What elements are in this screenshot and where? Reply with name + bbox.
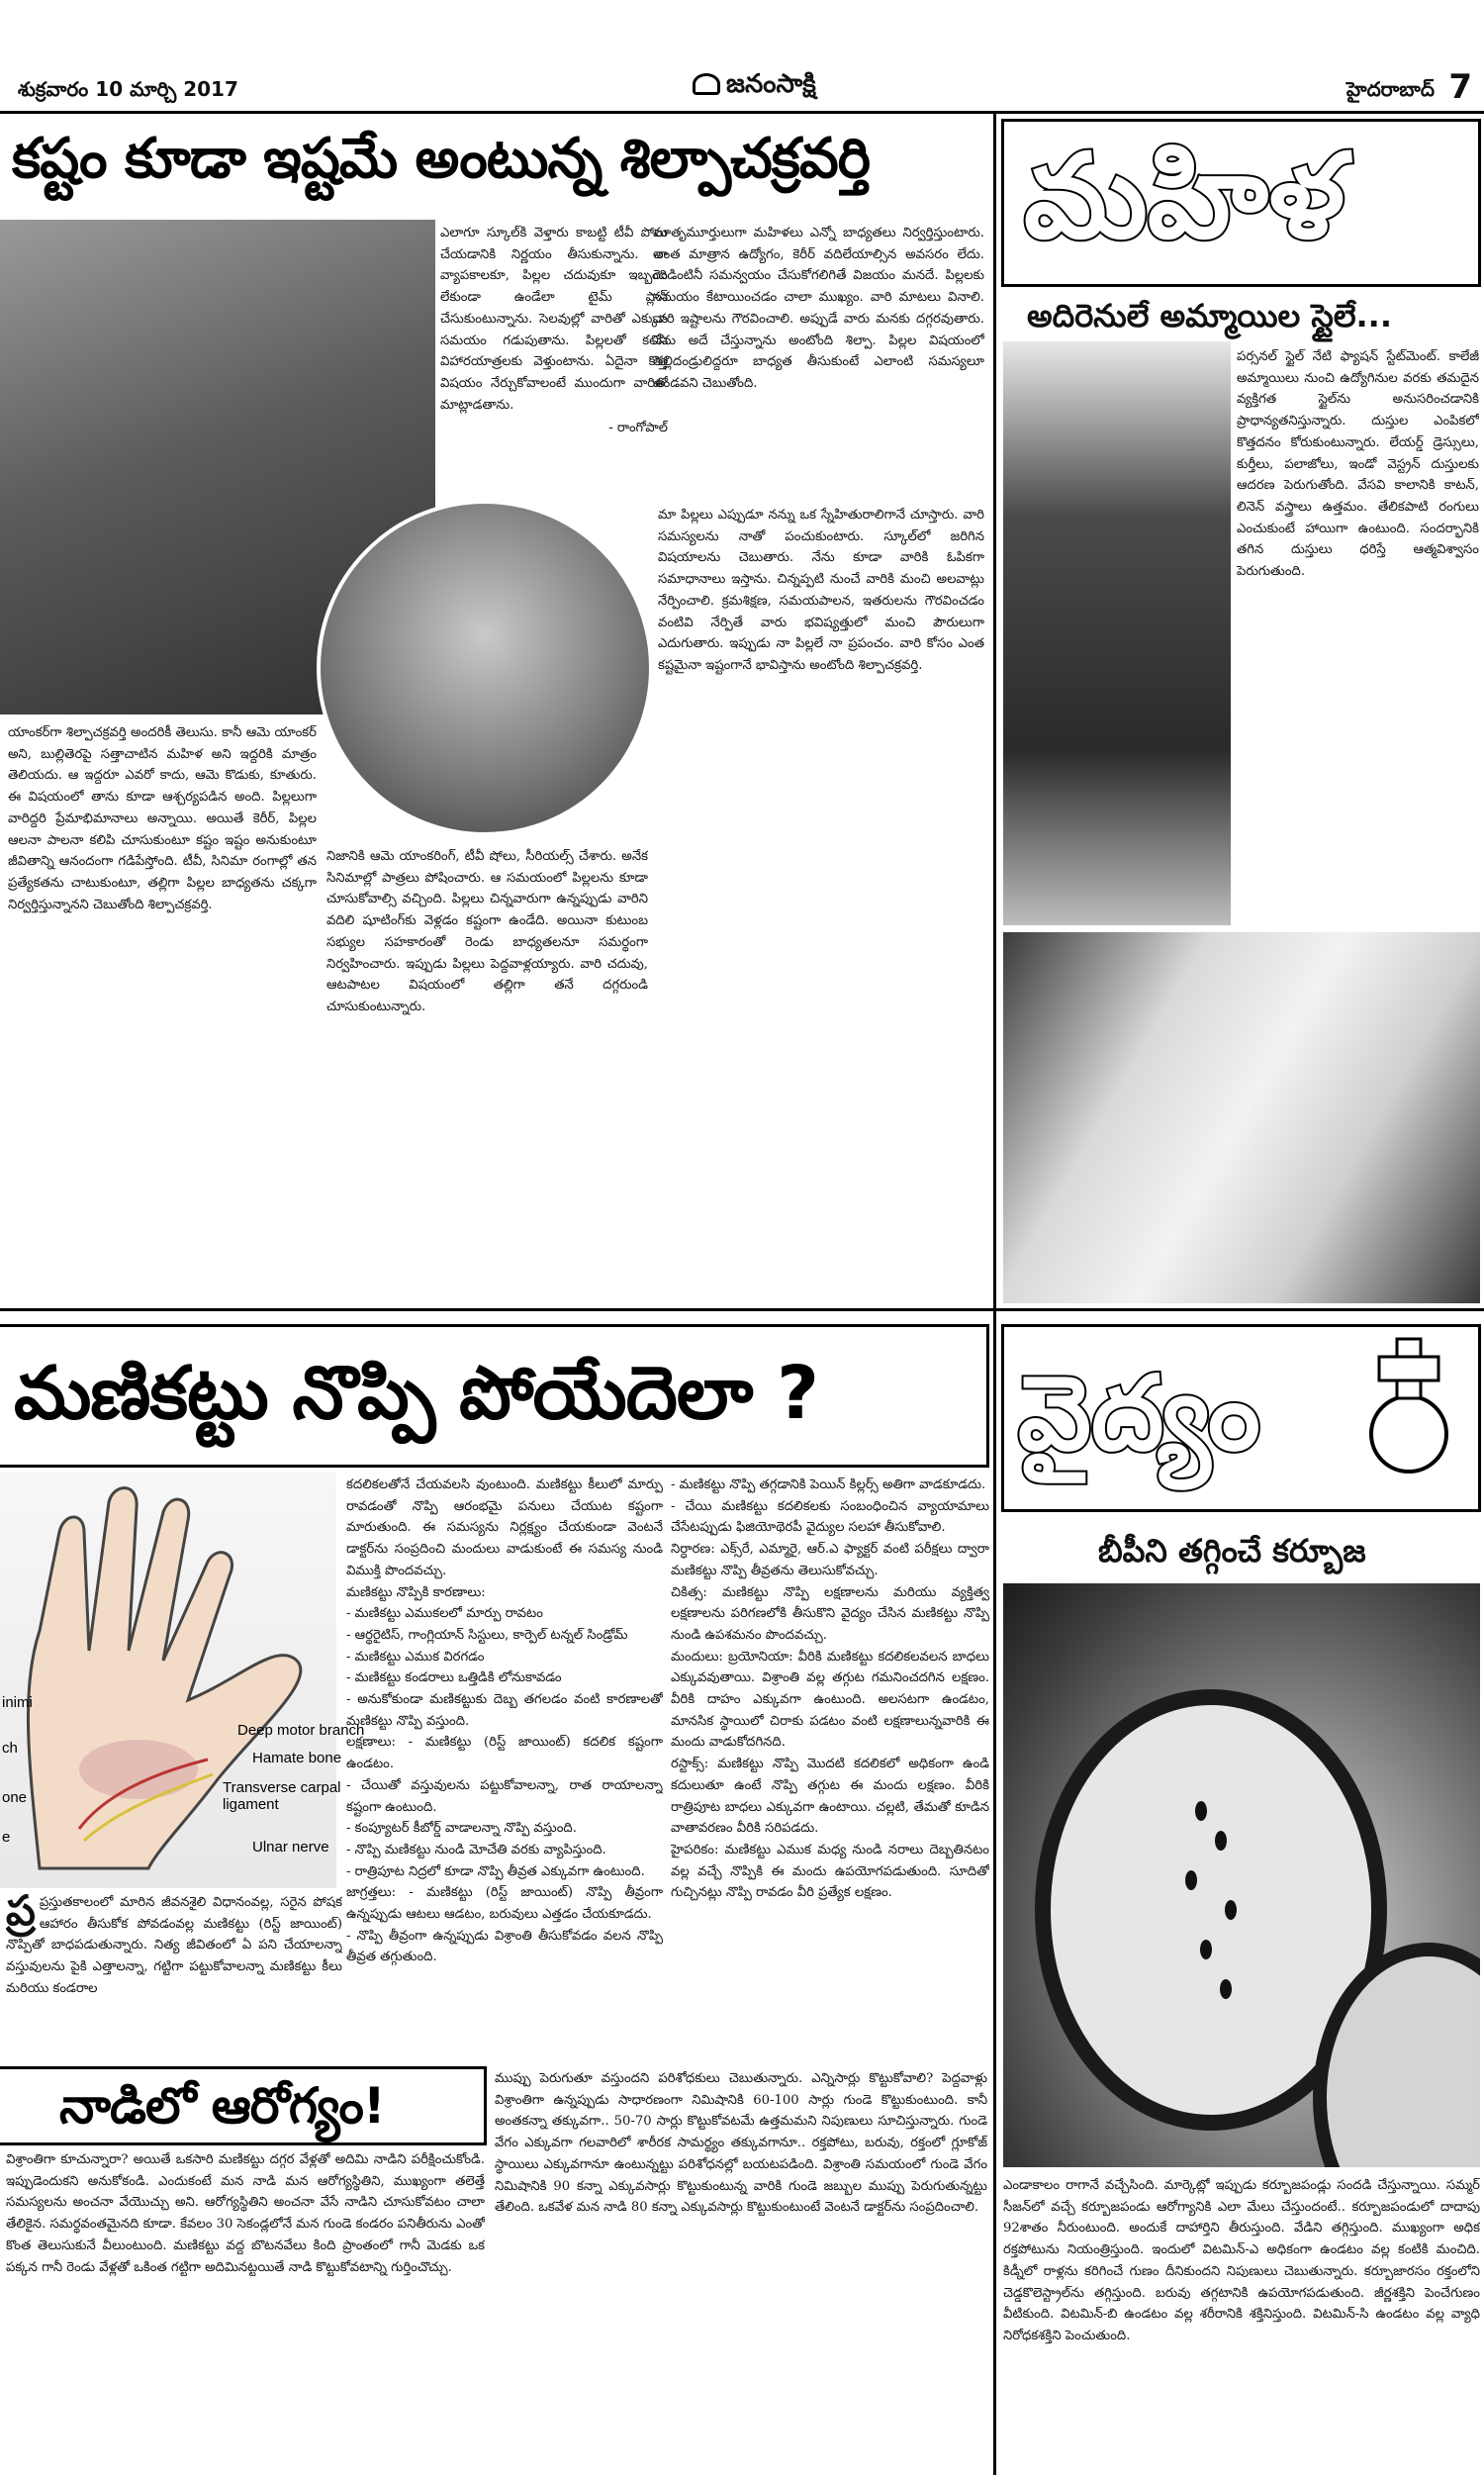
section-divider bbox=[0, 1308, 1484, 1311]
logo-text: జనంసాక్షి bbox=[726, 69, 816, 99]
vaidyam-subhead: బీపీని తగ్గించే కర్బూజ bbox=[1098, 1532, 1366, 1570]
story3-headline: నాడిలో ఆరోగ్యం! bbox=[59, 2077, 385, 2135]
mahila-section-banner bbox=[1001, 119, 1481, 287]
story1-column bbox=[440, 223, 668, 500]
story2-column: కదలికలతోనే చేయవలసి వుంటుంది. మణికట్టు కీలులో మార్పు రావడంతో నొప్పి ఆరంభమై పనులు చేయుట కష్టంగా మారుతుంది. ఈ సమస్యను నిర్లక్ష్యం చేయకుండా వెంటనే డాక్టర్‌ను సంప్రదించి మందులు వాడుకుంటే ఈ సమస్య నుండి విముక్తి పొందవచ్చు. మణికట్టు నొప్పికి కారణాలు: - మణికట్టు ఎముకలలో మార్పు రావటం - ఆర్థరైటిస్, గాంగ్లియాన్ సిస్టులు, కార్పెల్ టన్నల్ సిండ్రోమ్ - మణికట్టు ఎముక విరగడం - మణికట్టు కండరాలు ఒత్తిడికి లోనుకావడం - అనుకోకుండా మణికట్టుకు దెబ్బ తగలడం వంటి కారణాలతో మణికట్టు నొప్పి వస్తుంది. లక్షణాలు: - మణికట్టు (రిస్ట్ జాయింట్) కదలిక కష్టంగా ఉండటం. - చేయితో వస్తువులను పట్టుకోవాలన్నా, రాత రాయాలన్నా కష్టంగా ఉంటుంది. - కంప్యూటర్ కీబోర్డ్ వాడాలన్నా నొప్పి వస్తుంది. - నొప్పి మణికట్టు నుండి మోచేతి వరకు వ్యాపిస్తుంది. - రాత్రిపూట నిద్రలో కూడా నొప్పి తీవ్రత ఎక్కువగా ఉంటుంది. జాగ్రత్తలు: - మణికట్టు (రిస్ట్ జాయింట్) నొప్పి తీవ్రంగా ఉన్నప్పుడు ఆటలు ఆడటం, బరువులు ఎత్తడం చేయకూడదు. - నొప్పి తీవ్రంగా ఉన్నప్పుడు విశ్రాంతి తీసుకోవడం వలన నొప్పి తీవ్రత తగ్గుతుంది. bbox=[346, 1477, 663, 1965]
newspaper-logo bbox=[693, 69, 816, 105]
story1-column-text: ఎలాగూ స్కూల్‌కి వెళ్తారు కాబట్టి టీవీ పోలు చేయడానికి నిర్ణయం తీసుకున్నాను. నా వ్యాపకాలకూ, పిల్లల చదువుకూ ఇబ్బంది లేకుండా ఉండేలా టైమ్ ప్లాన్ చేసుకుంటున్నాను. సెలవుల్లో వారితో ఎక్కువ సమయం గడుపుతాను. పిల్లలతో కలిసి విహారయాత్రలకు వెళ్తుంటాను. ఏదైనా కొత్త విషయం నేర్చుకోవాలంటే ముందుగా వారితో మాట్లాడతాను. bbox=[440, 226, 668, 413]
story1-column: నిజానికి ఆమె యాంకరింగ్, టీవీ షోలు, సీరియల్స్ చేశారు. అనేక సినిమాల్లో పాత్రలు పోషించారు. ఆ సమయంలో పిల్లలను కూడా చూసుకోవాల్సి వచ్చింది. పిల్లలు చిన్నవారుగా ఉన్నప్పుడు వారిని వదిలి షూటింగ్‌కు వెళ్లడం కష్టంగా ఉండేది. అయినా కుటుంబ సభ్యుల సహకారంతో రెండు బాధ్యతలనూ సమర్థంగా నిర్వహించారు. ఇప్పుడు పిల్లలు పెద్దవాళ్లయ్యారు. వారి చదువు, ఆటపాటల విషయంలో తల్లిగా తనే దగ్గరుండి చూసుకుంటున్నారు. bbox=[326, 849, 648, 1014]
mahila-section-title: మహిళ bbox=[1024, 128, 1345, 264]
edition-city: హైదరాబాద్ bbox=[1345, 77, 1435, 101]
story2-intro bbox=[6, 1892, 342, 2060]
fashion-model-photo bbox=[1003, 341, 1231, 925]
column-divider bbox=[993, 111, 996, 1308]
mahila-column: పర్సనల్ స్టైల్ నేటి ఫ్యాషన్ స్టేట్‌మెంట్. కాలేజీ అమ్మాయిలు నుంచి ఉద్యోగినుల వరకు తమదైన వ్యక్తిగత స్టైల్‌ను అనుసరించడానికి ప్రాధాన్యతనిస్తున్నారు. దుస్తుల ఎంపికలో కొత్తదనం కోరుకుంటున్నారు. లేయర్డ్ డ్రెస్సులు, కుర్తీలు, పలాజోలు, ఇండో వెస్ట్రన్ దుస్తులకు ఆదరణ పెరుగుతోంది. వేసవి కాలానికి కాటన్, లినెన్ వస్త్రాలు ఉత్తమం. తేలికపాటి రంగులు ఎంచుకుంటే హాయిగా ఉంటుంది. సందర్భానికి తగిన దుస్తులు ధరిస్తే ఆత్మవిశ్వాసం పెరుగుతుంది. bbox=[1237, 349, 1479, 580]
logo-icon bbox=[693, 73, 720, 95]
column-divider bbox=[993, 1308, 996, 2475]
story1-headline: కష్టం కూడా ఇష్టమే అంటున్న శిల్పాచక్రవర్తి bbox=[12, 127, 870, 191]
anatomy-label: Ulnar nerve bbox=[252, 1839, 329, 1856]
header-rule bbox=[0, 111, 1484, 114]
story2-column: - మణికట్టు నొప్పి తగ్గడానికి పెయిన్ కిల్లర్స్ అతిగా వాడకూడదు. - చేయి మణికట్టు కదలికలకు సంబంధించిన వ్యాయామాలు చేసేటప్పుడు ఫిజియోథెరపీ వైద్యుల సలహా తీసుకోవాలి. నిర్ధారణ: ఎక్స్‌రే, ఎమ్మారై, ఆర్.ఎ ఫ్యాక్టర్ వంటి పరీక్షలు ద్వారా మణికట్టు నొప్పి తీవ్రతను తెలుసుకోవచ్చు. చికిత్స: మణికట్టు నొప్పి లక్షణాలను మరియు వ్యక్తిత్వ లక్షణాలను పరిగణలోకి తీసుకొని వైద్యం చేసిన మణికట్టు నొప్పి నుండి ఉపశమనం పొందవచ్చు. మందులు: బ్రయోనియా: వీరికి మణికట్టు కదలికలవలన బాధలు ఎక్కువవుతాయి. విశ్రాంతి వల్ల తగ్గుట గమనించదగిన లక్షణం. వీరికి దాహం ఎక్కువగా ఉంటుంది. అలసటగా ఉండటం, మానసిక స్థాయిలో చిరాకు పడటం వంటి లక్షణాలున్నవారికి ఈ మందు వాడుకోదగినది. రస్టాక్స్: మణికట్టు నొప్పి మొదటి కదలికలో అధికంగా ఉండి కదులుతూ ఉంటే నొప్పి తగ్గుట ఈ మందు లక్షణం. వీరికి రాత్రిపూట బాధలు ఎక్కువగా ఉంటాయి. చల్లటి, తేమతో కూడిన వాతావరణం వీరికి సరిపడదు. హైపరికం: మణికట్టు ఎముక మధ్య నుండి నరాలు దెబ్బతినటం వల్ల వచ్చే నొప్పికి ఈ మందు ఉపయోగపడుతుంది. సూదితో గుచ్చినట్లు నొప్పి రావడం వీరి ప్రత్యేక లక్షణం. bbox=[671, 1477, 989, 1901]
watermelon-photo bbox=[1003, 1583, 1480, 2167]
anatomy-label: inimi bbox=[2, 1694, 33, 1711]
masthead bbox=[0, 0, 1484, 109]
hand-drawing bbox=[0, 1473, 336, 1888]
anatomy-label: Deep motor branch bbox=[237, 1722, 365, 1739]
issue-date: శుక్రవారం 10 మార్చి 2017 bbox=[18, 77, 238, 101]
watermelon-slice bbox=[1003, 1583, 1480, 2167]
story2-headline: మణికట్టు నొప్పి పోయేదెలా ? bbox=[14, 1351, 819, 1436]
anatomy-label: Transverse carpal ligament bbox=[223, 1779, 341, 1813]
story1-column: మా పిల్లలు ఎప్పుడూ నన్ను ఒక స్నేహితురాలిగానే చూస్తారు. వారి సమస్యలను నాతో పంచుకుంటారు. స్కూల్‌లో జరిగిన విషయాలను చెబుతారు. నేను కూడా వారికి ఓపికగా సమాధానాలు ఇస్తాను. చిన్నప్పటి నుంచే వారికి మంచి అలవాట్లు నేర్పించాలి. క్రమశిక్షణ, సమయపాలన, ఇతరులను గౌరవించడం వంటివి నేర్పితే వారు భవిష్యత్తులో మంచి పౌరులుగా ఎదుగుతారు. ఇప్పుడు నా పిల్లలే నా ప్రపంచం. వారి కోసం ఎంత కష్టమైనా ఇష్టంగానే భావిస్తాను అంటోంది శిల్పాచక్రవర్తి. bbox=[658, 508, 984, 673]
vaidyam-section-banner bbox=[1001, 1324, 1481, 1512]
medical-icon bbox=[1349, 1335, 1468, 1503]
anarkali-models-photo bbox=[1003, 932, 1480, 1303]
story3-column: ముప్పు పెరుగుతూ వస్తుందని పరిశోధకులు చెబుతున్నారు. ఎన్నిసార్లు కొట్టుకోవాలి? పెద్దవాళ్లు విశ్రాంతిగా ఉన్నప్పుడు సాధారణంగా నిమిషానికి 60-100 సార్లు గుండె కొట్టుకుంటుంది. కానీ అంతకన్నా తక్కువగా.. 50-70 సార్లు కొట్టుకోవటమే ఉత్తమమని నిపుణులు సూచిస్తున్నారు. గుండె వేగం ఎక్కువగా గలవారిలో శారీరక సామర్థ్యం తక్కువగానూ.. రక్తపోటు, బరువు, రక్తంలో గ్లూకోజ్ స్థాయిలు ఎక్కువగానూ ఉంటున్నట్టు పరిశోధనల్లో బయటపడింది. విశ్రాంతి సమయంలో గుండె వేగం నిమిషానికి 90 కన్నా ఎక్కువసార్లు కొట్టుకుంటున్న వారికి గుండె జబ్బుల ముప్పు పెరుగుతున్నట్టు తేలింది. ఒకవేళ మన నాడి 80 కన్నా ఎక్కువసార్లు కొట్టుకుంటుంటే వెంటనే డాక్టర్‌ను సంప్రదించాలి. bbox=[495, 2071, 987, 2216]
anatomy-label: Hamate bone bbox=[252, 1750, 342, 1766]
story3-column: విశ్రాంతిగా కూచున్నారా? అయితే ఒకసారి మణికట్టు దగ్గర వేళ్లతో అదిమి నాడిని పరీక్షించుకోండి. ఇప్పుడెందుకని అనుకోకండి. ఎందుకంటే మన నాడి మన ఆరోగ్యస్థితిని, ముఖ్యంగా తలెత్తే సమస్యలను అంచనా వేయొచ్చు అని. ఆరోగ్యస్థితిని అంచనా వేసే నాడిని చూసుకోవటం చాలా తేలికైన. సమర్థవంతమైనది కూడా. కేవలం 30 సెకండ్లలోనే మన గుండె కండరం పనితీరును ఎంతో కొంత తెలుసుకునే వీలుంటుంది. మణికట్టు వద్ద బొటనవేలు కింది ప్రాంతంలో గానీ మెడకు ఒక పక్కన గానీ రెండు వేళ్లతో ఒకింత గట్టిగా అదిమినట్టయితే నాడి కొట్టుకోవటాన్ని గుర్తించొచ్చు. bbox=[6, 2152, 485, 2275]
family-photo bbox=[317, 500, 653, 836]
drop-cap: ప్ర bbox=[6, 1892, 36, 1935]
mahila-subhead: అదిరెనులే అమ్మాయిల స్టైలే... bbox=[1027, 297, 1392, 334]
story3-headline-box bbox=[0, 2066, 487, 2145]
vaidyam-column: ఎండాకాలం రాగానే వచ్చేసింది. మార్కెట్లో ఇప్పుడు కర్బూజపండ్లు సందడి చేస్తున్నాయి. సమ్మర్ సీజన్‌లో వచ్చే కర్బూజపండు ఆరోగ్యానికి ఎలా మేలు చేస్తుందంటే.. కర్బూజపండులో దాదాపు 92శాతం నీరుంటుంది. అందుకే దాహార్తిని తీరుస్తుంది. వేడిని తగ్గిస్తుంది. ముఖ్యంగా అధిక రక్తపోటును నియంత్రిస్తుంది. ఇందులో విటమిన్-ఎ అధికంగా ఉండటం వల్ల కంటికి మంచిది. కిడ్నీలో రాళ్లను కరిగించే గుణం దీనికుందని నిపుణులు చెబుతున్నారు. కర్బూజారసం రక్తంలోని చెడ్డకొలెస్ట్రాల్‌ను తగ్గిస్తుంది. బరువు తగ్గటానికి ఉపయోగపడుతుంది. జీర్ణశక్తిని పెంచేగుణం వీటికుంది. విటమిన్-బి ఉండటం వల్ల శరీరానికి శక్తినిస్తుంది. విటమిన్-సి ఉండటం వల్ల వ్యాధి నిరోధకశక్తిని పెంచుతుంది. bbox=[1003, 2178, 1480, 2343]
story2-headline-box bbox=[0, 1324, 989, 1468]
story1-column: యాంకర్‌గా శిల్పాచక్రవర్తి అందరికీ తెలుసు. కానీ ఆమె యాంకర్ అని, బుల్లితెరపై సత్తాచాటిన మహిళ అని ఇద్దరికి మాత్రం తెలియదు. ఆ ఇద్దరూ ఎవరో కాదు, ఆమె కొడుకు, కూతురు. ఈ విషయంలో తాను కూడా ఆశ్చర్యపడిన అంది. పిల్లలుగా వారిద్దరి ప్రేమాభిమానాలు అన్నాయి. అయితే కెరీర్, పిల్లల ఆలనా పాలనా కలిపి చూసుకుంటూ కష్టం ఇష్టం అనుకుంటూ జీవితాన్ని ఆనందంగా గడిపేస్తోంది. టీవీ, సినిమా రంగాల్లో తన ప్రత్యేకతను చాటుకుంటూ, తల్లిగా పిల్లల బాధ్యతను చక్కగా నిర్వర్తిస్తున్నానని చెబుతోంది శిల్పాచక్రవర్తి. bbox=[8, 725, 317, 912]
page-number: 7 bbox=[1448, 67, 1472, 107]
story2-intro-text: ప్రస్తుతకాలంలో మారిన జీవనశైలి విధానంవల్ల, సరైన పోషక ఆహారం తీసుకోక పోవడంవల్ల మణికట్టు (రిస్ట్ జాయింట్) నొప్పితో బాధపడుతున్నారు. నిత్య జీవితంలో ఏ పని చేయాలన్నా వస్తువులను పైకి ఎత్తాలన్నా, గట్టిగా పట్టుకోవాలన్నా మణికట్టు కీలు మరియు కండరాల bbox=[6, 1895, 342, 1996]
story1-column: మాతృమూర్తులుగా మహిళలు ఎన్నో బాధ్యతలు నిర్వర్తిస్తుంటారు. అంత మాత్రాన ఉద్యోగం, కెరీర్ వదిలేయాల్సిన అవసరం లేదు. రెండింటినీ సమన్వయం చేసుకోగలిగితే విజయం మనదే. పిల్లలకు సమయం కేటాయించడం చాలా ముఖ్యం. వారి మాటలు వినాలి. వారి ఇష్టాలను గౌరవించాలి. అప్పుడే వారు మనకు దగ్గరవుతారు. నేను అదే చేస్తున్నాను అంటోంది శిల్పా. పిల్లల విషయంలో తల్లిదండ్రులిద్దరూ బాధ్యత తీసుకుంటే ఎలాంటి సమస్యలూ ఉండవని చెబుతోంది. bbox=[653, 226, 984, 391]
anatomy-label: one bbox=[2, 1789, 28, 1806]
anatomy-label: e bbox=[2, 1829, 11, 1846]
anatomy-label: ch bbox=[2, 1740, 18, 1757]
wrist-anatomy-illustration bbox=[0, 1473, 336, 1888]
vaidyam-section-title: వైద్యం bbox=[1018, 1353, 1260, 1474]
byline: - రాంగోపాల్ bbox=[608, 421, 668, 436]
